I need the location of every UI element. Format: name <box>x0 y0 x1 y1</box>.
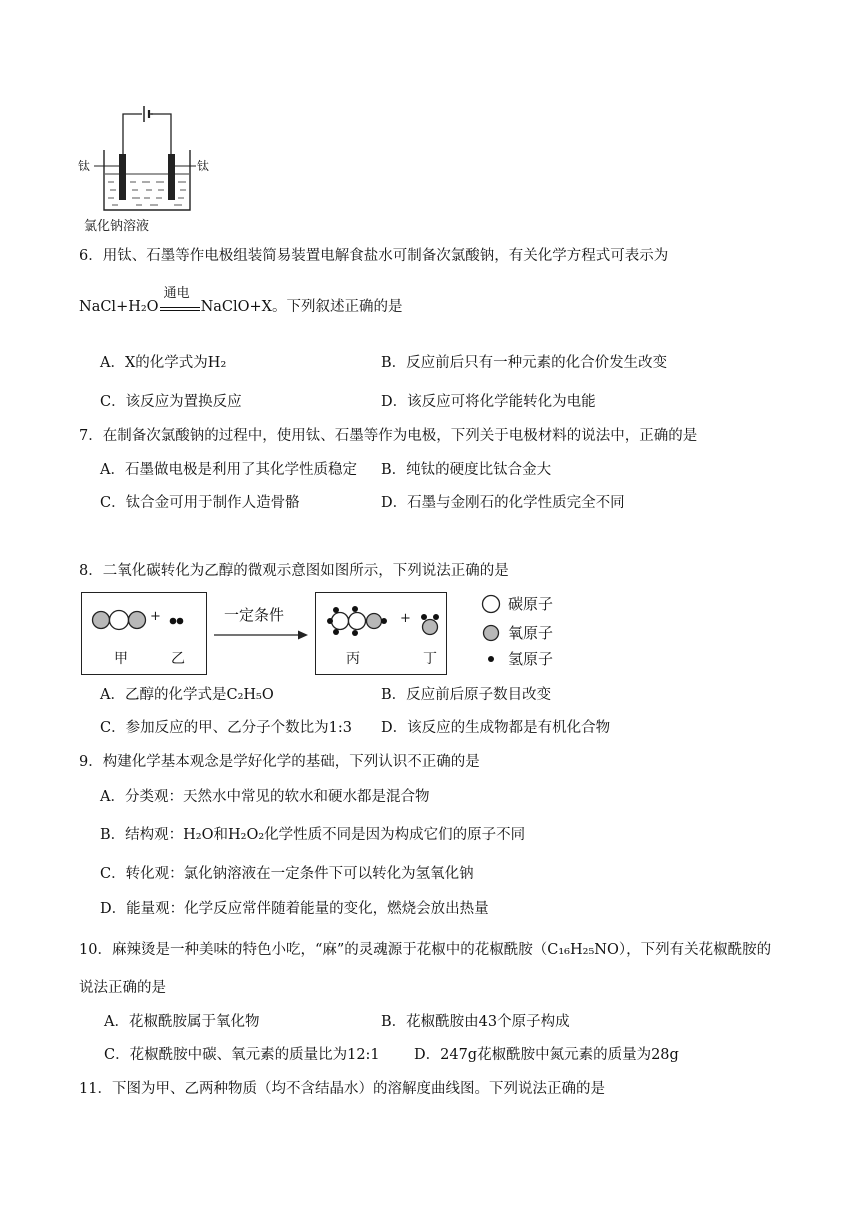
label-yi: 乙 <box>171 651 185 667</box>
product-plus: + <box>400 611 411 626</box>
option-6d[interactable]: D．该反应可将化学能转化为电能 <box>381 394 596 410</box>
option-8b[interactable]: B．反应前后原子数目改变 <box>381 687 552 703</box>
figure-caption: 氯化钠溶液 <box>84 219 150 234</box>
product-box <box>315 592 447 675</box>
question-6-equation <box>79 286 403 316</box>
electrolysis-figure <box>78 102 218 237</box>
question-8-stem: 8．二氧化碳转化为乙醇的微观示意图如图所示，下列说法正确的是 <box>79 563 509 579</box>
option-9b[interactable]: B．结构观：H₂O和H₂O₂化学性质不同是因为构成它们的原子不同 <box>100 827 526 843</box>
left-electrode-label: 钛 <box>78 159 91 173</box>
reaction-condition: 一定条件 <box>224 606 285 624</box>
option-10c[interactable]: C．花椒酰胺中碳、氧元素的质量比为12:1 <box>104 1047 380 1063</box>
atom-legend <box>480 594 590 674</box>
legend-oxygen: 氧原子 <box>508 624 554 642</box>
option-6c[interactable]: C．该反应为置换反应 <box>100 394 242 410</box>
option-10b[interactable]: B．花椒酰胺由43个原子构成 <box>381 1014 570 1030</box>
equation-arrow <box>160 286 200 316</box>
label-ding: 丁 <box>423 651 437 667</box>
option-7c[interactable]: C．钛合金可用于制作人造骨骼 <box>100 495 300 511</box>
equation-reactants: NaCl+H₂O <box>79 298 159 315</box>
option-7a[interactable]: A．石墨做电极是利用了其化学性质稳定 <box>100 462 357 478</box>
question-6-stem: 6．用钛、石墨等作电极组装简易装置电解食盐水可制备次氯酸钠，有关化学方程式可表示为 <box>79 248 669 264</box>
question-6-stem-tail: 。下列叙述正确的是 <box>272 298 403 315</box>
reactant-molecules <box>82 593 208 643</box>
legend-carbon: 碳原子 <box>508 595 554 613</box>
option-8d[interactable]: D．该反应的生成物都是有机化合物 <box>381 720 611 736</box>
product-molecules <box>316 593 448 649</box>
legend-icons <box>480 594 504 670</box>
option-10a[interactable]: A．花椒酰胺属于氧化物 <box>104 1014 260 1030</box>
electrolysis-apparatus-drawing <box>78 102 218 214</box>
legend-hydrogen: 氢原子 <box>508 650 554 668</box>
option-9d[interactable]: D．能量观：化学反应常伴随着能量的变化，燃烧会放出热量 <box>100 901 489 917</box>
question-10-stem-line1: 10．麻辣烫是一种美味的特色小吃，“麻”的灵魂源于花椒中的花椒酰胺（C₁₆H₂₅NO），下列有关花椒酰胺的 <box>79 942 772 958</box>
reactant-plus: + <box>150 609 161 624</box>
question-11-stem: 11．下图为甲、乙两种物质（均不含结晶水）的溶解度曲线图。下列说法正确的是 <box>79 1081 605 1097</box>
option-6a[interactable]: A．X的化学式为H₂ <box>100 355 227 371</box>
equation-products: NaClO+X <box>200 298 272 315</box>
option-9c[interactable]: C．转化观：氯化钠溶液在一定条件下可以转化为氢氧化钠 <box>100 866 474 882</box>
option-8a[interactable]: A．乙醇的化学式是C₂H₅O <box>100 687 274 703</box>
option-7d[interactable]: D．石墨与金刚石的化学性质完全不同 <box>381 495 625 511</box>
question-7-stem: 7．在制备次氯酸钠的过程中，使用钛、石墨等作为电极，下列关于电极材料的说法中，正确的是 <box>79 428 698 444</box>
option-6b[interactable]: B．反应前后只有一种元素的化合价发生改变 <box>381 355 668 371</box>
question-10-stem-line2: 说法正确的是 <box>79 980 166 996</box>
arrow-icon <box>212 629 310 641</box>
label-bing: 丙 <box>346 651 360 667</box>
right-electrode-label: 钛 <box>197 159 210 173</box>
option-7b[interactable]: B．纯钛的硬度比钛合金大 <box>381 462 552 478</box>
option-8c[interactable]: C．参加反应的甲、乙分子个数比为1:3 <box>100 720 352 736</box>
option-9a[interactable]: A．分类观：天然水中常见的软水和硬水都是混合物 <box>100 789 430 805</box>
equation-condition: 通电 <box>163 286 190 301</box>
reaction-arrow <box>212 606 310 636</box>
label-jia: 甲 <box>114 651 128 667</box>
option-10d[interactable]: D．247g花椒酰胺中氮元素的质量为28g <box>414 1047 679 1063</box>
reactant-box <box>81 592 207 675</box>
question-9-stem: 9．构建化学基本观念是学好化学的基础，下列认识不正确的是 <box>79 754 480 770</box>
